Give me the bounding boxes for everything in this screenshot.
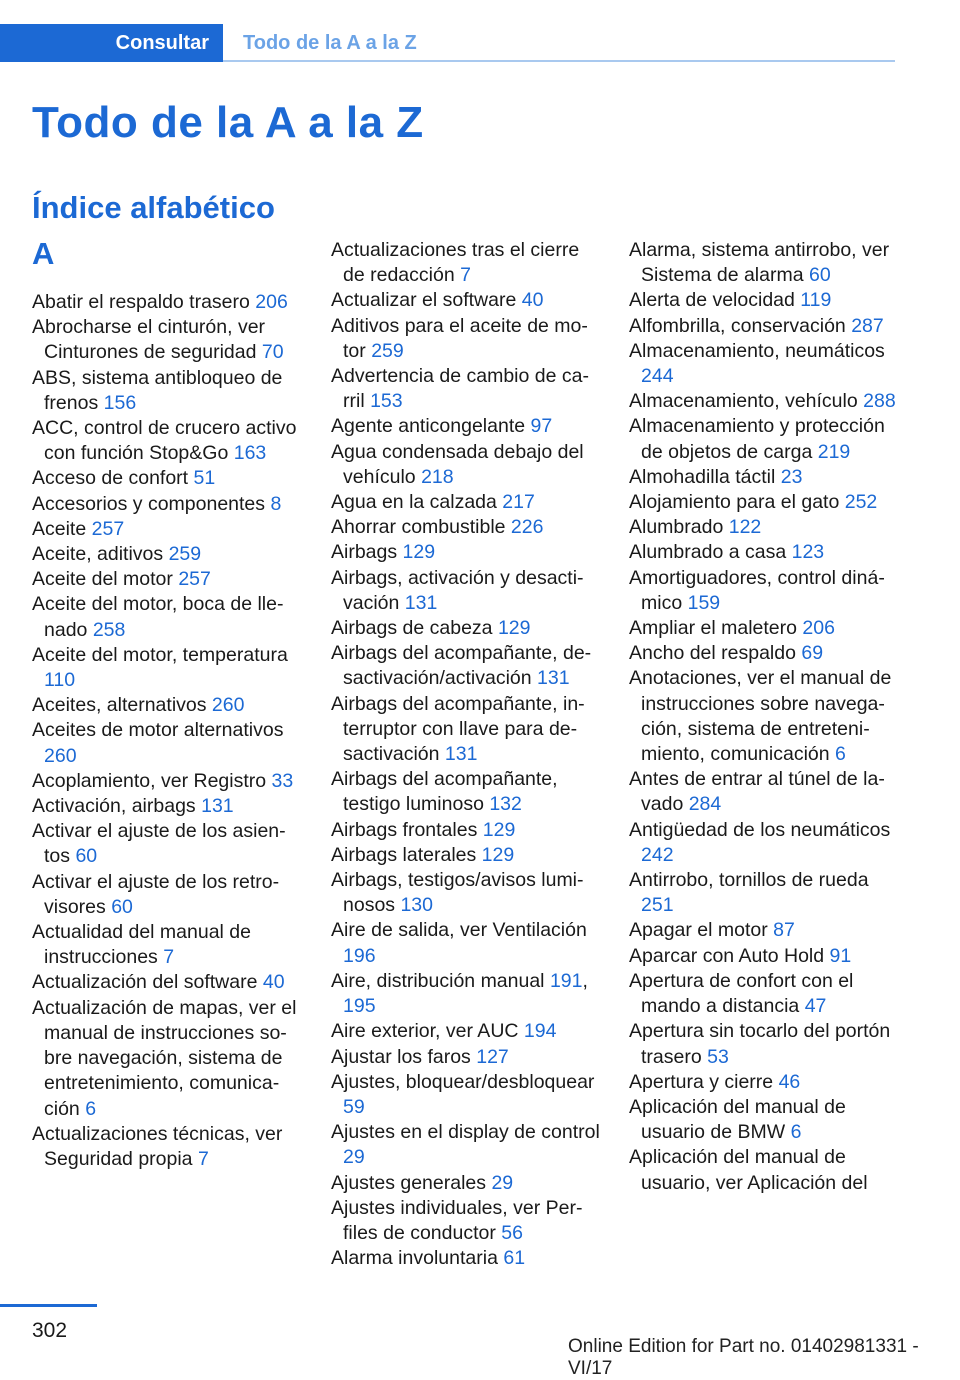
page-link[interactable]: 288 <box>863 390 896 413</box>
entry-text: Apagar el motor <box>629 919 774 942</box>
entry-text: Antigüedad de los neumáticos <box>629 818 891 841</box>
page-link[interactable]: 129 <box>481 843 515 866</box>
entry-text: Aplicación del manual de usuario de BMW <box>629 1095 846 1144</box>
index-entry <box>629 414 897 464</box>
page-link[interactable]: 60 <box>111 895 133 918</box>
page-link[interactable]: 97 <box>530 415 553 438</box>
index-entry <box>331 414 603 439</box>
page-link[interactable]: 131 <box>444 743 478 766</box>
entry-text: Airbags <box>331 541 403 564</box>
page-link[interactable]: 56 <box>501 1221 523 1244</box>
header-rule <box>223 60 895 62</box>
index-entry <box>32 870 304 920</box>
entry-text: Actualizaciones técnicas, ver Seguridad propia <box>32 1122 283 1170</box>
index-entry <box>629 389 897 414</box>
entry-text: Airbags, activación y desactivación <box>331 566 584 614</box>
page-link[interactable]: 6 <box>85 1097 97 1120</box>
page-link[interactable]: 251 <box>641 894 674 917</box>
entry-text: Agua condensada debajo del vehículo <box>331 440 584 488</box>
entry-text: Accesorios y componentes <box>32 492 271 515</box>
index-entry <box>331 818 603 843</box>
entry-text: Airbags frontales <box>331 818 483 841</box>
index-entry <box>32 794 304 819</box>
index-entry <box>331 364 603 414</box>
page-link[interactable]: 47 <box>804 995 827 1018</box>
page-link[interactable]: 206 <box>255 291 288 313</box>
footer-edition-note: Online Edition for Part no. 01402981331 - VI/17 <box>568 1336 919 1379</box>
entry-text: Anotaciones, ver el manual de instrucciones sobre navegación, sistema de entretenimiento, comunicación <box>629 667 892 766</box>
page-link[interactable]: 91 <box>829 944 852 967</box>
entry-text: Aceite del motor, temperatura <box>32 643 288 666</box>
entry-text: Actualizar el software <box>331 289 522 312</box>
page-link[interactable]: 258 <box>92 618 126 641</box>
page-link[interactable]: 217 <box>502 491 535 514</box>
entry-text: Apertura de confort con el mando a distancia <box>629 969 854 1018</box>
entry-text: Aceite, aditivos <box>32 543 169 566</box>
entry-text: Acoplamiento, ver Registro <box>32 769 272 792</box>
page-link[interactable]: 252 <box>844 491 878 514</box>
page-link[interactable]: 259 <box>371 339 404 362</box>
index-letter: A <box>32 236 55 271</box>
entry-text: Airbags, testigos/avisos luminosos <box>331 869 584 917</box>
page-link[interactable]: 226 <box>510 516 544 539</box>
index-entry <box>32 996 304 1122</box>
entry-text: Agente anticongelante <box>331 415 531 438</box>
index-entry <box>629 288 897 313</box>
entry-text: Aplicación del manual de usuario, ver Aplicación del <box>629 1146 868 1194</box>
index-entry <box>32 517 304 542</box>
page-link[interactable]: 6 <box>835 743 846 766</box>
index-entry <box>629 1070 897 1095</box>
entry-text: Aceite del motor, boca de llenado <box>32 593 284 641</box>
entry-text: Apertura y cierre <box>629 1070 779 1093</box>
index-entry <box>32 315 304 365</box>
entry-text: Ahorrar combustible <box>331 516 511 539</box>
index-entry <box>629 918 897 943</box>
page-link[interactable]: 284 <box>688 793 722 816</box>
entry-text: Alarma involuntaria <box>331 1247 504 1270</box>
entry-text: Almohadilla táctil <box>629 465 781 488</box>
page-link[interactable]: 110 <box>44 669 76 692</box>
page-header <box>0 24 895 62</box>
page-link[interactable]: 287 <box>851 314 884 337</box>
index-entry <box>32 416 304 466</box>
index-entry <box>629 1145 897 1195</box>
index-entry <box>629 515 897 540</box>
entry-text: Airbags laterales <box>331 843 482 866</box>
page-link[interactable]: 119 <box>800 289 832 312</box>
entry-text: Almacenamiento y protección de objetos de carga <box>629 415 885 463</box>
page-link[interactable]: 163 <box>233 442 267 465</box>
page-link[interactable]: 196 <box>343 944 376 967</box>
tab-consultar[interactable]: Consultar <box>0 24 223 62</box>
entry-text: Alojamiento para el gato <box>629 491 845 514</box>
index-entry <box>629 490 897 515</box>
page-link[interactable]: 129 <box>497 617 531 640</box>
index-entry <box>331 566 603 616</box>
index-entry <box>629 616 897 641</box>
page-link[interactable]: 218 <box>421 465 454 488</box>
entry-text: Amortiguadores, control dinámico <box>629 566 885 614</box>
index-entry <box>331 692 603 768</box>
index-entry <box>629 868 897 918</box>
page-link[interactable]: 7 <box>197 1147 209 1170</box>
page-link[interactable]: 260 <box>44 744 77 767</box>
entry-text: Apertura sin tocarlo del portón trasero <box>629 1020 891 1068</box>
index-entry <box>331 540 603 565</box>
entry-text: Airbags del acompañante, desactivación/activación <box>331 642 592 690</box>
index-entry <box>32 920 304 970</box>
entry-text: Aceite del motor <box>32 568 179 591</box>
entry-text: Almacenamiento, vehículo <box>629 390 864 413</box>
page-link[interactable]: 7 <box>163 946 175 969</box>
entry-text: Airbags del acompañante, testigo luminoso <box>331 768 558 816</box>
index-entry <box>331 767 603 817</box>
footer-bar <box>0 1304 97 1307</box>
index-entry <box>32 693 304 718</box>
page-link[interactable]: 53 <box>707 1045 729 1068</box>
page-link[interactable]: 29 <box>491 1171 514 1194</box>
index-entry <box>331 1120 603 1170</box>
index-entry <box>331 1070 603 1120</box>
page-link[interactable]: 244 <box>641 365 674 388</box>
page-link[interactable]: 61 <box>503 1247 526 1270</box>
index-entry <box>629 1095 897 1145</box>
index-entry <box>331 288 603 313</box>
entry-text: Airbags del acompañante, interruptor con llave para desactivación <box>331 692 585 766</box>
page-link[interactable]: 40 <box>262 971 285 994</box>
entry-text: ACC, control de crucero activo con función Stop&Go <box>32 417 297 465</box>
page-link[interactable]: 8 <box>270 492 282 515</box>
index-entry <box>629 566 897 616</box>
index-entry <box>629 641 897 666</box>
index-entry <box>32 567 304 592</box>
section-title: Índice alfabético <box>32 190 275 225</box>
index-entry <box>331 515 603 540</box>
page-link[interactable]: 129 <box>402 541 436 564</box>
index-entry <box>32 542 304 567</box>
index-entry <box>32 466 304 491</box>
index-entry <box>32 492 304 517</box>
index-entry <box>331 490 603 515</box>
entry-text: Aditivos para el aceite de motor <box>331 314 588 362</box>
index-column-3 <box>629 238 897 1196</box>
page-link[interactable]: 70 <box>261 341 284 364</box>
entry-text: Abrocharse el cinturón, ver Cinturones de seguridad <box>32 316 266 364</box>
index-entry <box>331 1246 603 1271</box>
page-link[interactable]: 60 <box>809 264 831 287</box>
entry-text: Alarma, sistema antirrobo, ver Sistema de alarma <box>629 239 890 287</box>
entry-text: ABS, sistema antibloqueo de frenos <box>32 366 283 414</box>
index-entry <box>629 969 897 1019</box>
index-entry <box>331 616 603 641</box>
index-entry <box>32 592 304 642</box>
page-link[interactable]: 129 <box>482 818 516 841</box>
page-link[interactable]: 257 <box>178 568 211 591</box>
entry-text: Ajustes, bloquear/desbloquear <box>331 1070 595 1093</box>
index-entry <box>331 868 603 918</box>
entry-text: Ajustes en el display de control <box>331 1121 600 1144</box>
entry-text: Antirrobo, tornillos de rueda <box>629 869 869 892</box>
page-link[interactable]: 156 <box>103 391 137 414</box>
entry-text: Acceso de confort <box>32 467 194 490</box>
entry-text: Antes de entrar al túnel de lavado <box>629 768 885 816</box>
index-entry <box>629 1019 897 1069</box>
page-link[interactable]: 69 <box>801 642 824 665</box>
index-entry <box>32 1122 304 1172</box>
page-link[interactable]: 206 <box>802 617 835 640</box>
page-link[interactable]: 23 <box>780 465 803 488</box>
index-entry <box>32 970 304 995</box>
index-entry <box>331 843 603 868</box>
page-link[interactable]: 29 <box>343 1146 365 1169</box>
page-link[interactable]: 257 <box>91 517 125 540</box>
entry-text: Actualizaciones tras el cierre de redacción <box>331 239 580 287</box>
page-link[interactable]: 131 <box>404 591 438 614</box>
index-entry <box>32 643 304 693</box>
entry-text: Abatir el respaldo trasero <box>32 291 256 313</box>
entry-text: Ancho del respaldo <box>629 642 802 665</box>
page-link[interactable]: 123 <box>791 541 825 564</box>
index-entry <box>629 767 897 817</box>
index-entry <box>629 238 897 288</box>
page-link[interactable]: 46 <box>778 1070 801 1093</box>
page-title: Todo de la A a la Z <box>32 98 424 147</box>
index-entry <box>331 440 603 490</box>
entry-text: Airbags de cabeza <box>331 617 498 640</box>
index-entry <box>629 465 897 490</box>
entry-text: Advertencia de cambio de carril <box>331 365 589 413</box>
index-entry <box>32 366 304 416</box>
page-link[interactable]: 59 <box>343 1095 365 1118</box>
entry-text: Actualización del software <box>32 971 263 994</box>
index-entry <box>331 314 603 364</box>
entry-text: Aire, distribución manual <box>331 969 550 992</box>
index-column-2 <box>331 238 603 1271</box>
index-entry <box>629 666 897 767</box>
entry-text: Aceite <box>32 517 92 540</box>
entry-text: Alfombrilla, conservación <box>629 314 852 337</box>
entry-text: Alumbrado <box>629 516 729 539</box>
entry-text: Alerta de velocidad <box>629 289 801 312</box>
page-link[interactable]: 259 <box>168 543 202 566</box>
entry-text: Aparcar con Auto Hold <box>629 944 830 967</box>
page-link[interactable]: 131 <box>537 667 570 690</box>
index-entry <box>32 769 304 794</box>
page-link[interactable]: 7 <box>460 264 471 287</box>
page-link[interactable]: 219 <box>817 440 851 463</box>
tab-todo-a-z[interactable]: Todo de la A a la Z <box>243 32 417 54</box>
page-link[interactable]: 87 <box>773 919 795 942</box>
page-link[interactable]: 6 <box>790 1121 802 1144</box>
index-entry: Aire, distribución manual 191, 195 <box>331 969 588 1018</box>
entry-text: Activar el ajuste de los asientos <box>32 820 286 868</box>
entry-text: Ajustes generales <box>331 1171 492 1194</box>
page-link[interactable]: 127 <box>476 1045 509 1068</box>
entry-text: Aire exterior, ver AUC <box>331 1020 524 1043</box>
entry-text: Aire de salida, ver Ventilación <box>331 919 587 942</box>
entry-text: Almacenamiento, neumáticos <box>629 339 885 362</box>
index-entry <box>331 1019 603 1044</box>
page-link[interactable]: 194 <box>523 1020 557 1043</box>
entry-text: Alumbrado a casa <box>629 541 792 564</box>
index-entry <box>629 314 897 339</box>
page-link[interactable]: 159 <box>687 591 721 614</box>
page-link[interactable]: 191 <box>549 969 583 992</box>
index-entry <box>331 1196 603 1246</box>
page-link[interactable]: 153 <box>370 390 403 413</box>
entry-text: Aceites de motor alternativos <box>32 719 284 742</box>
index-entry <box>32 819 304 869</box>
page-link[interactable]: 130 <box>400 894 433 917</box>
index-entry <box>629 944 897 969</box>
page-link[interactable]: 60 <box>75 845 98 868</box>
index-entry <box>331 1171 603 1196</box>
index-entry <box>629 540 897 565</box>
index-entry <box>32 290 304 315</box>
page-link[interactable]: 40 <box>521 289 544 312</box>
entry-text: Activación, airbags <box>32 795 202 818</box>
index-entry <box>331 1045 603 1070</box>
entry-text: Actualidad del manual de instrucciones <box>32 921 251 969</box>
page-link[interactable]: 122 <box>728 516 762 539</box>
entry-text: Ajustar los faros <box>331 1045 477 1068</box>
page-number: 302 <box>32 1319 68 1342</box>
entry-text: Aceites, alternativos <box>32 694 212 717</box>
index-entry <box>331 238 603 288</box>
index-column-1 <box>32 238 304 1172</box>
entry-text: Activar el ajuste de los retrovisores <box>32 870 280 918</box>
index-entry <box>32 718 304 768</box>
entry-text: Agua en la calzada <box>331 491 503 514</box>
index-entry <box>629 818 897 868</box>
index-entry <box>331 641 603 691</box>
index-entry <box>629 339 897 389</box>
entry-text: Actualización de mapas, ver el manual de instrucciones sobre navegación, sistema de entretenimiento, comunicación <box>32 996 297 1120</box>
page-link[interactable]: 51 <box>193 467 216 490</box>
page-link[interactable]: 33 <box>271 769 294 792</box>
entry-text: Ajustes individuales, ver Perfiles de conductor <box>331 1196 583 1244</box>
page-link[interactable]: 260 <box>211 694 245 717</box>
page-link[interactable]: 132 <box>489 793 522 816</box>
page-link[interactable]: 131 <box>201 795 234 818</box>
entry-text: Ampliar el maletero <box>629 617 803 640</box>
page-link[interactable]: 195 <box>343 995 376 1018</box>
index-entry <box>331 918 603 968</box>
page-link[interactable]: 242 <box>641 843 674 866</box>
